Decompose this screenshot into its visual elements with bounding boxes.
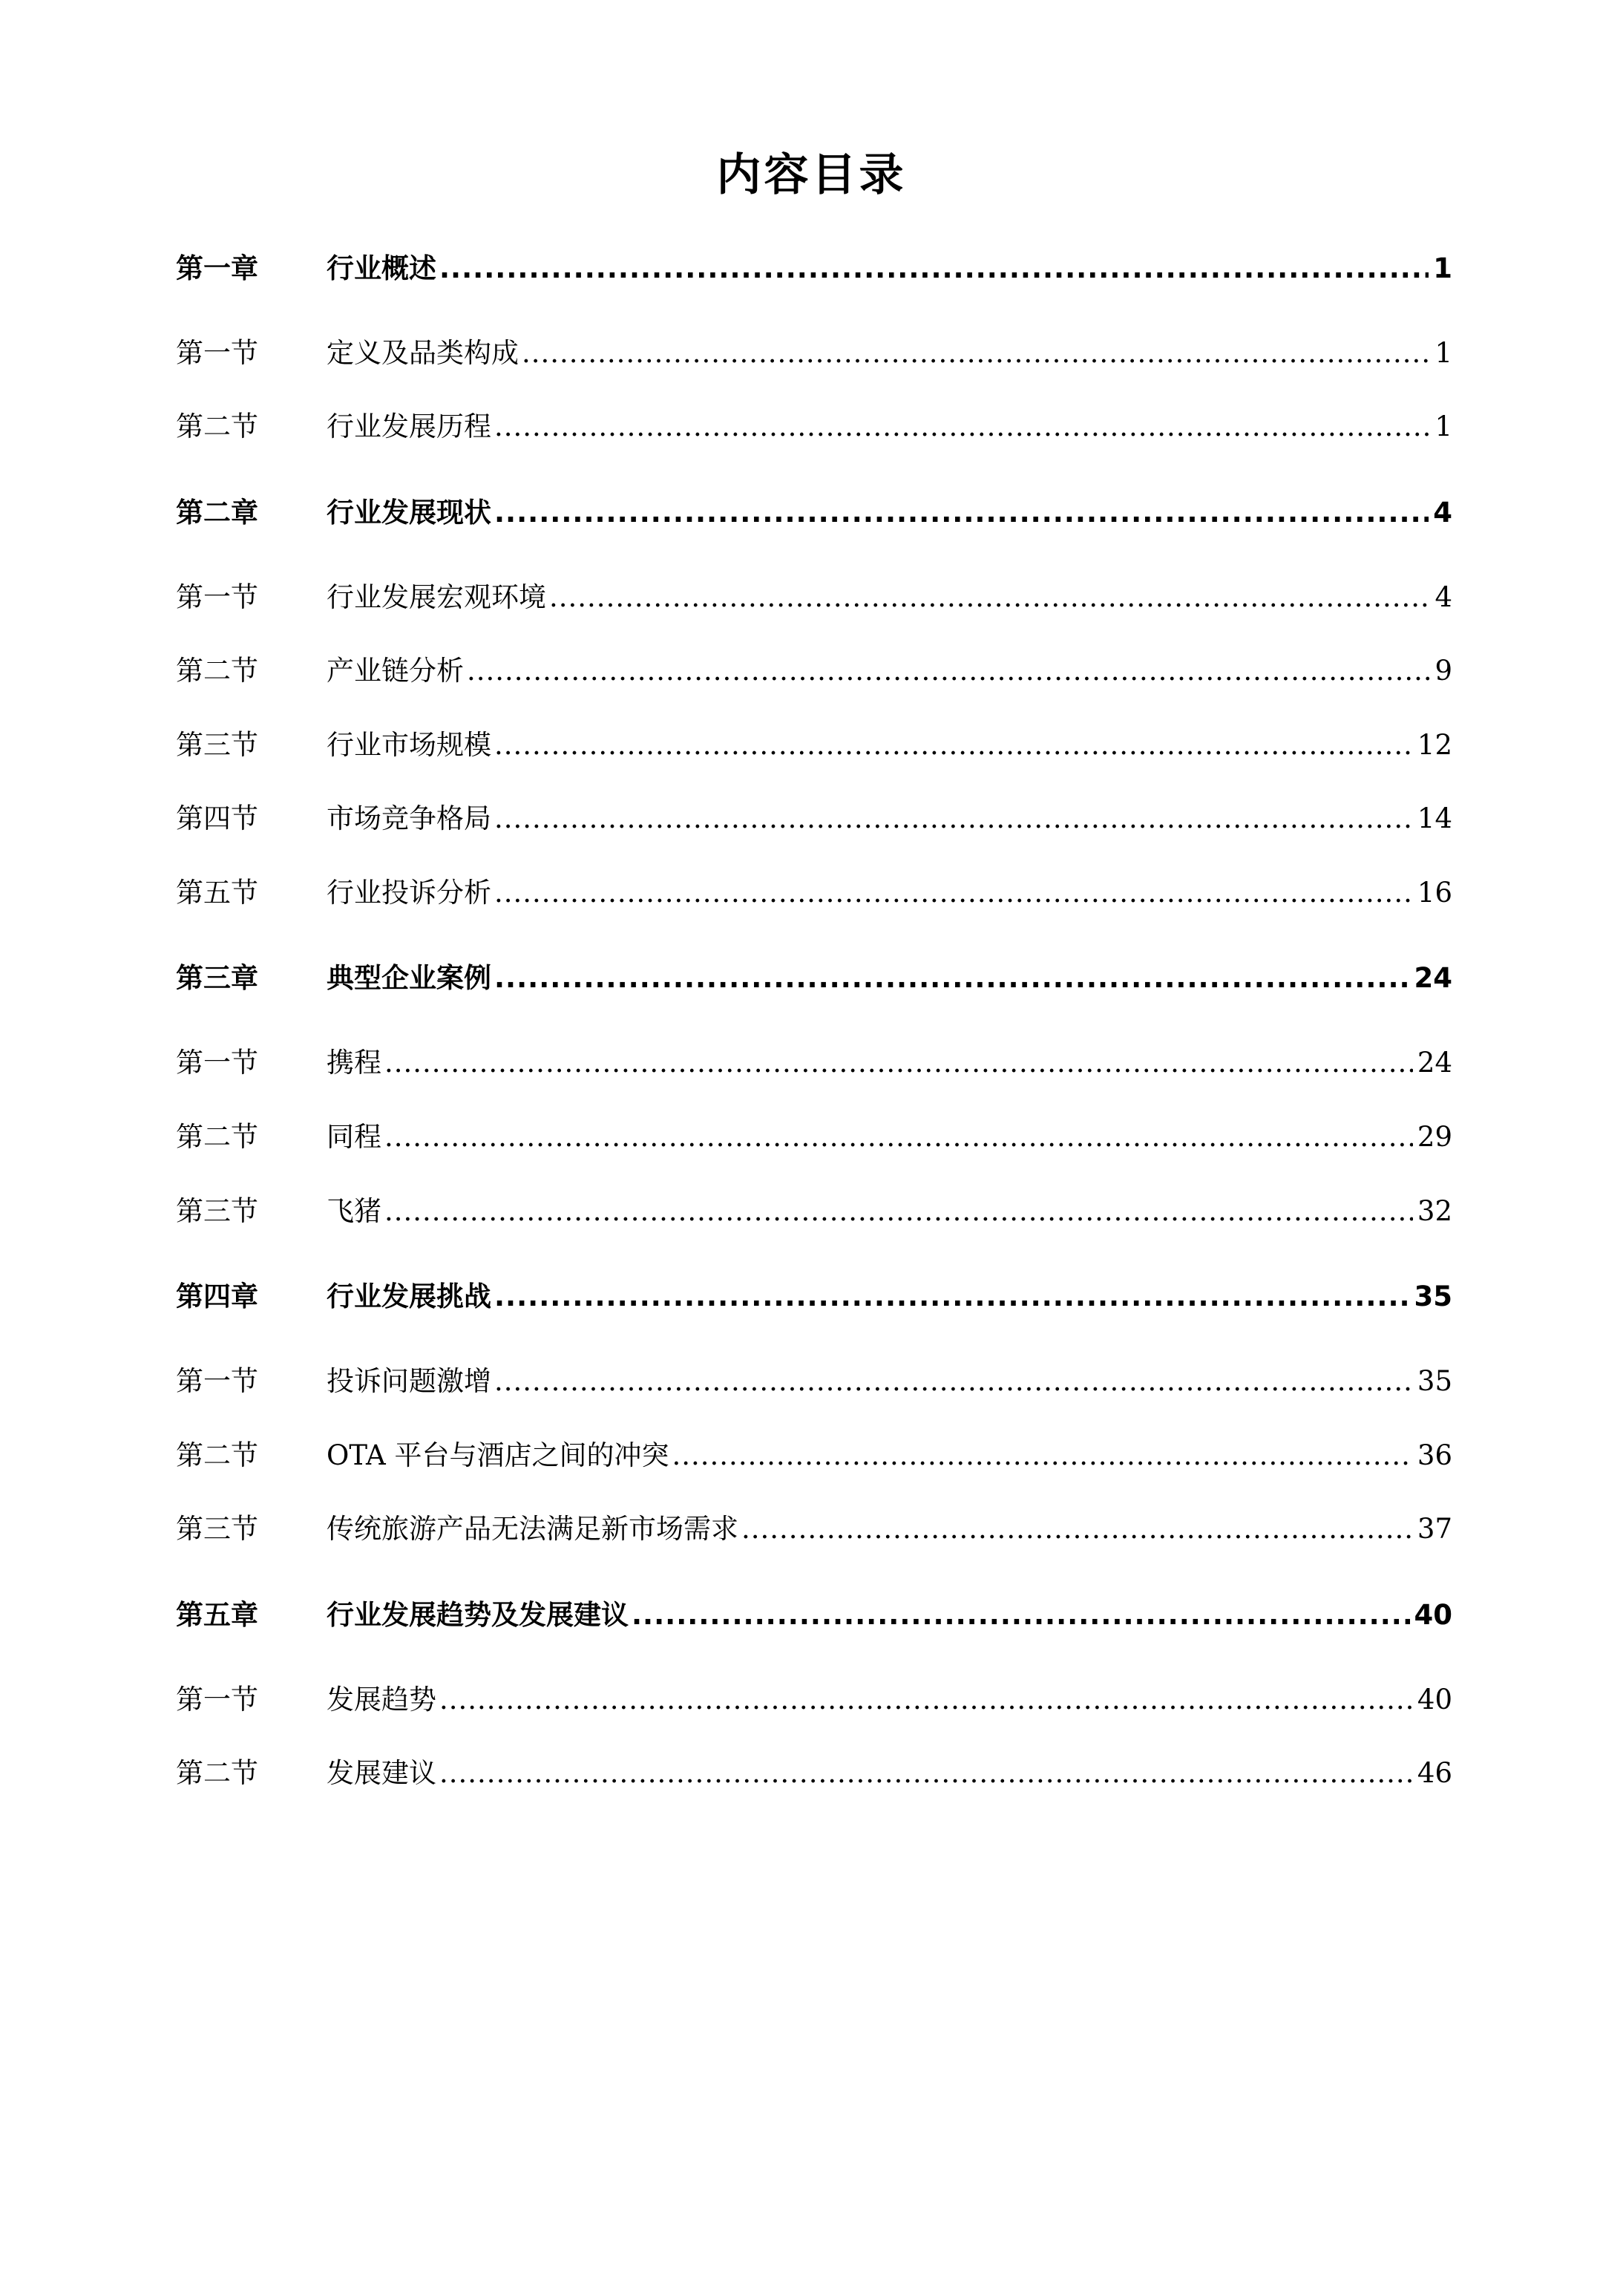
- toc-entry-page: 12: [1417, 729, 1452, 761]
- toc-dot-leader: [494, 1280, 1410, 1314]
- toc-entry-page: 36: [1417, 1439, 1452, 1471]
- toc-entry-chapter-2[interactable]: [176, 485, 1452, 530]
- toc-entry-page: 35: [1417, 1365, 1452, 1397]
- toc-entry-title: 市场竞争格局: [327, 802, 491, 834]
- toc-entry-section[interactable]: [176, 791, 1452, 836]
- toc-entry-section[interactable]: [176, 1428, 1452, 1473]
- toc-entry-label: 第三节: [176, 1513, 258, 1545]
- toc-entry-page: 40: [1417, 1684, 1452, 1716]
- toc-entry-page: 40: [1414, 1599, 1452, 1631]
- toc-dot-leader: [384, 1194, 1413, 1229]
- toc-entry-page: 46: [1417, 1757, 1452, 1789]
- toc-dot-leader: [494, 876, 1413, 910]
- toc-entry-title: 发展建议: [327, 1757, 436, 1789]
- toc-entry-section[interactable]: [176, 326, 1452, 370]
- toc-entry-section[interactable]: [176, 1672, 1452, 1717]
- toc-entry-label: 第二节: [176, 655, 258, 687]
- toc-entry-section[interactable]: [176, 1036, 1452, 1080]
- toc-entry-page: 16: [1417, 877, 1452, 909]
- toc-entry-page: 9: [1435, 655, 1452, 687]
- toc-entry-title: 行业概述: [327, 252, 436, 284]
- toc-entry-label: 第四章: [176, 1281, 258, 1312]
- toc-entry-label: 第二节: [176, 411, 258, 442]
- toc-entry-page: 4: [1435, 581, 1452, 613]
- toc-entry-chapter-5[interactable]: [176, 1588, 1452, 1632]
- toc-entry-label: 第一节: [176, 1684, 258, 1716]
- toc-entry-page: 24: [1414, 962, 1452, 994]
- toc-entry-page: 14: [1417, 802, 1452, 834]
- toc-entry-label: 第一节: [176, 1047, 258, 1079]
- toc-entry-label: 第一章: [176, 252, 258, 284]
- toc-entry-page: 37: [1417, 1513, 1452, 1545]
- toc-dot-leader: [741, 1512, 1413, 1546]
- toc-entry-section[interactable]: [176, 1502, 1452, 1546]
- toc-entry-title: 行业发展宏观环境: [327, 581, 546, 613]
- toc-entry-label: 第三章: [176, 962, 258, 994]
- toc-entry-label: 第四节: [176, 802, 258, 834]
- toc-entry-title: 定义及品类构成: [327, 337, 519, 369]
- toc-entry-label: 第二节: [176, 1757, 258, 1789]
- toc-dot-leader: [494, 802, 1413, 836]
- toc-dot-leader: [494, 961, 1410, 995]
- toc-entry-title: 携程: [327, 1047, 381, 1079]
- toc-entry-label: 第三节: [176, 729, 258, 761]
- toc-dot-leader: [439, 1683, 1413, 1717]
- toc-entry-label: 第五节: [176, 877, 258, 909]
- toc-entry-title: 同程: [327, 1121, 381, 1153]
- toc-entry-label: 第一节: [176, 337, 258, 369]
- toc-entry-section[interactable]: [176, 570, 1452, 615]
- toc-entry-label: 第二章: [176, 497, 258, 529]
- toc-entry-page: 1: [1435, 411, 1452, 442]
- toc-entry-title: 行业发展趋势及发展建议: [327, 1599, 629, 1631]
- toc-dot-leader: [384, 1046, 1413, 1080]
- toc-entry-page: 32: [1417, 1195, 1452, 1227]
- toc-entry-label: 第一节: [176, 581, 258, 613]
- toc-dot-leader: [632, 1598, 1410, 1632]
- toc-dot-leader: [549, 580, 1430, 615]
- toc-dot-leader: [494, 1364, 1413, 1399]
- toc-entry-title: 传统旅游产品无法满足新市场需求: [327, 1513, 738, 1545]
- toc-entry-title: 典型企业案例: [327, 962, 491, 994]
- toc-entry-page: 1: [1435, 337, 1452, 369]
- toc-entry-title: 行业市场规模: [327, 729, 491, 761]
- toc-entry-title: 行业投诉分析: [327, 877, 491, 909]
- toc-entry-page: 4: [1433, 497, 1452, 529]
- toc-entry-section[interactable]: [176, 1746, 1452, 1790]
- toc-entry-page: 1: [1433, 252, 1452, 284]
- toc-entry-title: 产业链分析: [327, 655, 464, 687]
- toc-entry-page: 24: [1417, 1047, 1452, 1079]
- toc-entry-chapter-1[interactable]: [176, 241, 1452, 286]
- toc-entry-label: 第一节: [176, 1365, 258, 1397]
- toc-dot-leader: [494, 728, 1413, 762]
- toc-dot-leader: [672, 1439, 1412, 1473]
- toc-entry-title: 飞猪: [327, 1195, 381, 1227]
- toc-dot-leader: [439, 252, 1429, 286]
- toc-entry-title: 行业发展挑战: [327, 1281, 491, 1312]
- toc-entry-title: 发展趋势: [327, 1684, 436, 1716]
- toc-entry-section[interactable]: [176, 866, 1452, 910]
- toc-dot-leader: [439, 1756, 1413, 1790]
- toc-dot-leader: [494, 496, 1429, 530]
- toc-dot-leader: [467, 654, 1430, 688]
- toc-entry-label: 第二节: [176, 1121, 258, 1153]
- toc-entry-chapter-3[interactable]: [176, 951, 1452, 995]
- toc-entry-title: 投诉问题激增: [327, 1365, 491, 1397]
- toc-entry-section[interactable]: [176, 1354, 1452, 1399]
- toc-entry-label: 第二节: [176, 1439, 258, 1471]
- toc-entry-title: 行业发展现状: [327, 497, 491, 529]
- toc-dot-leader: [522, 336, 1430, 370]
- toc-entry-page: 35: [1414, 1281, 1452, 1312]
- toc-entry-section[interactable]: [176, 1184, 1452, 1229]
- toc-entry-section[interactable]: [176, 1110, 1452, 1154]
- toc-entry-page: 29: [1417, 1121, 1452, 1153]
- toc-dot-leader: [494, 410, 1430, 444]
- toc-entry-section[interactable]: [176, 644, 1452, 688]
- toc-entry-chapter-4[interactable]: [176, 1269, 1452, 1314]
- page-title: 内容目录: [716, 149, 907, 201]
- toc-entry-title: 行业发展历程: [327, 411, 491, 442]
- toc-entry-section[interactable]: [176, 399, 1452, 444]
- toc-entry-label: 第三节: [176, 1195, 258, 1227]
- toc-entry-section[interactable]: [176, 718, 1452, 762]
- toc-dot-leader: [384, 1120, 1413, 1154]
- toc-entry-label: 第五章: [176, 1599, 258, 1631]
- toc-entry-title: OTA 平台与酒店之间的冲突: [327, 1439, 669, 1471]
